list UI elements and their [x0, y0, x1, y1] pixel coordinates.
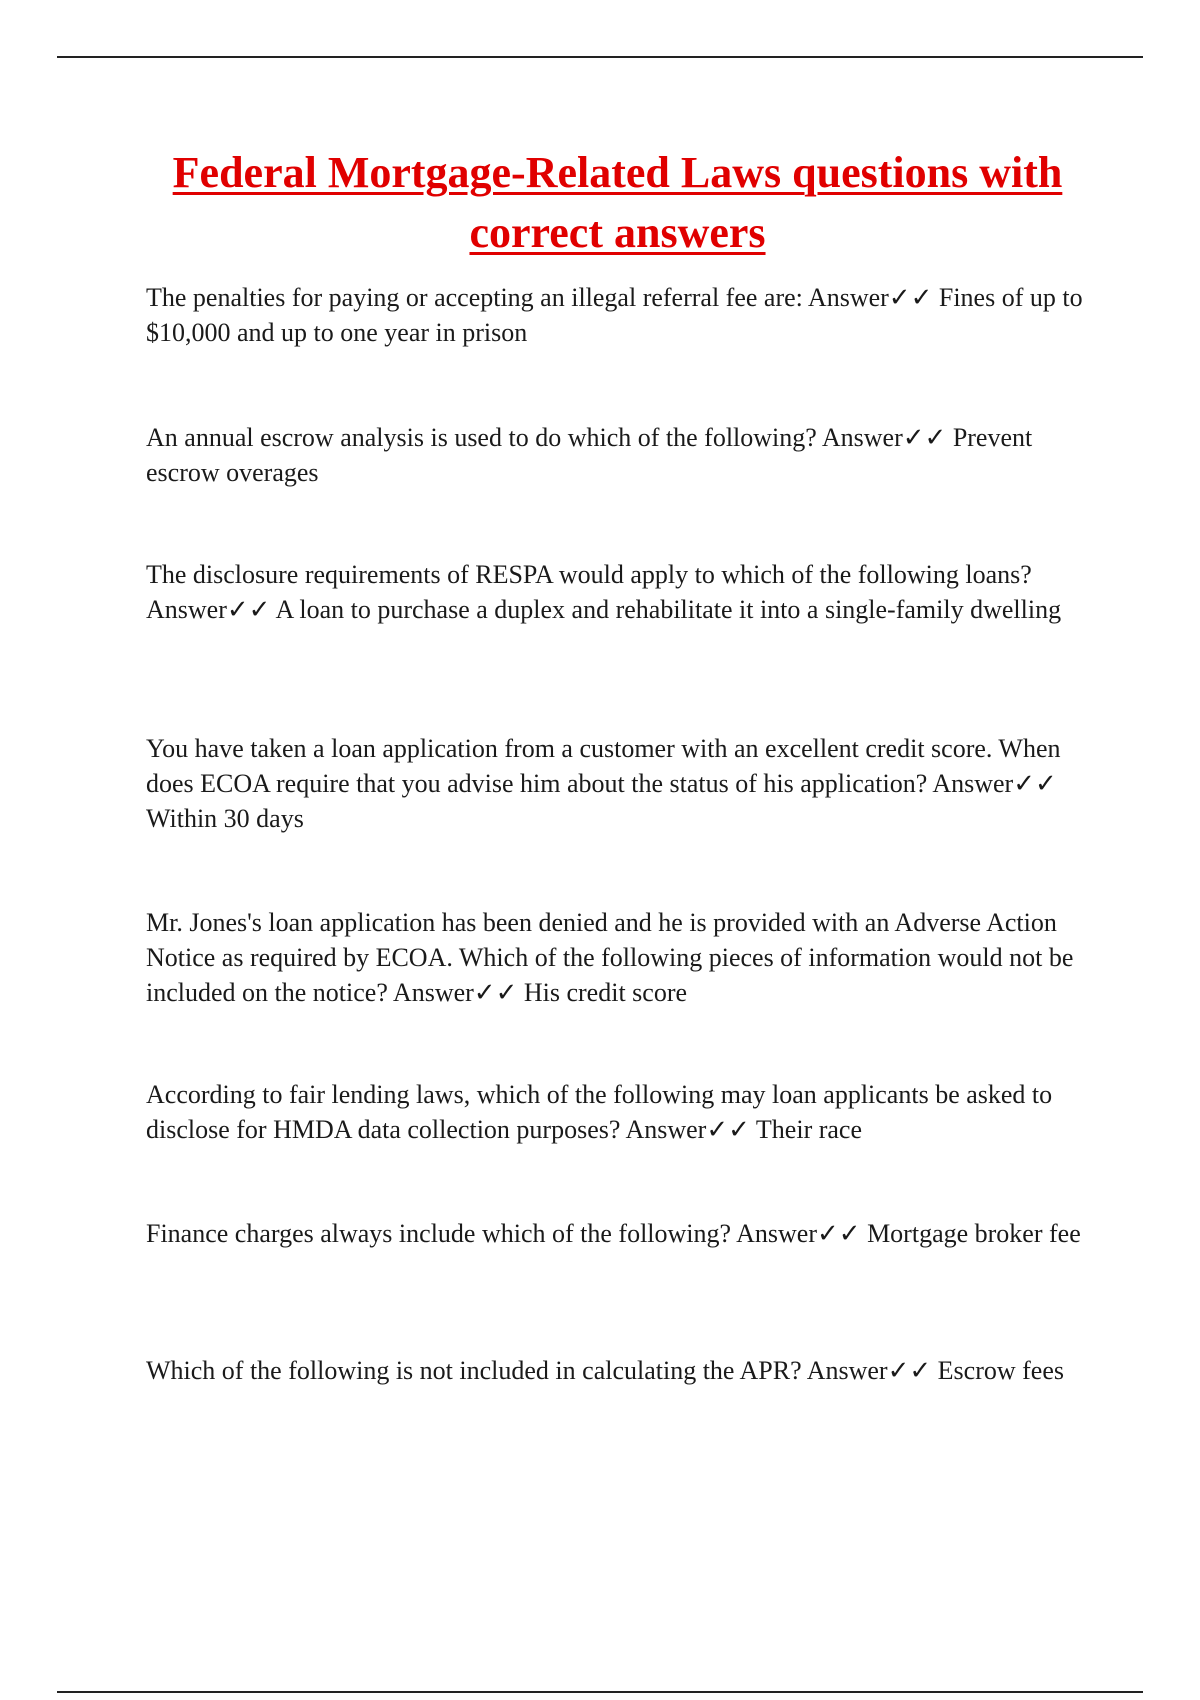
qa-item-7: Finance charges always include which of the following? Answer✓✓ Mortgage broker fee — [146, 1219, 1081, 1248]
top-rule — [57, 56, 1143, 58]
qa-item-3: The disclosure requirements of RESPA would apply to which of the following loans? Answer✓✓ A loan to purchase a duplex and rehabilitate it into a single-family dwelling — [146, 560, 1062, 624]
qa-item-5: Mr. Jones's loan application has been denied and he is provided with an Adverse Action Notice as required by ECOA. Which of the following pieces of information would not be included on the notice? Answer✓✓ His credit score — [146, 908, 1074, 1007]
qa-item-2: An annual escrow analysis is used to do which of the following? Answer✓✓ Prevent escrow overages — [146, 423, 1033, 487]
qa-item-1: The penalties for paying or accepting an illegal referral fee are: Answer✓✓ Fines of up to $10,000 and up to one year in prison — [146, 283, 1083, 347]
qa-item-8: Which of the following is not included in calculating the APR? Answer✓✓ Escrow fees — [146, 1356, 1064, 1385]
qa-item-4: You have taken a loan application from a customer with an excellent credit score. When does ECOA require that you advise him about the status of his application? Answer✓✓ Within 30 days — [146, 734, 1061, 833]
document-title: Federal Mortgage-Related Laws questions with correct answers — [172, 148, 1063, 257]
qa-item-6: According to fair lending laws, which of the following may loan applicants be asked to disclose for HMDA data collection purposes? Answer✓✓ Their race — [146, 1080, 1053, 1144]
bottom-rule — [57, 1691, 1143, 1693]
